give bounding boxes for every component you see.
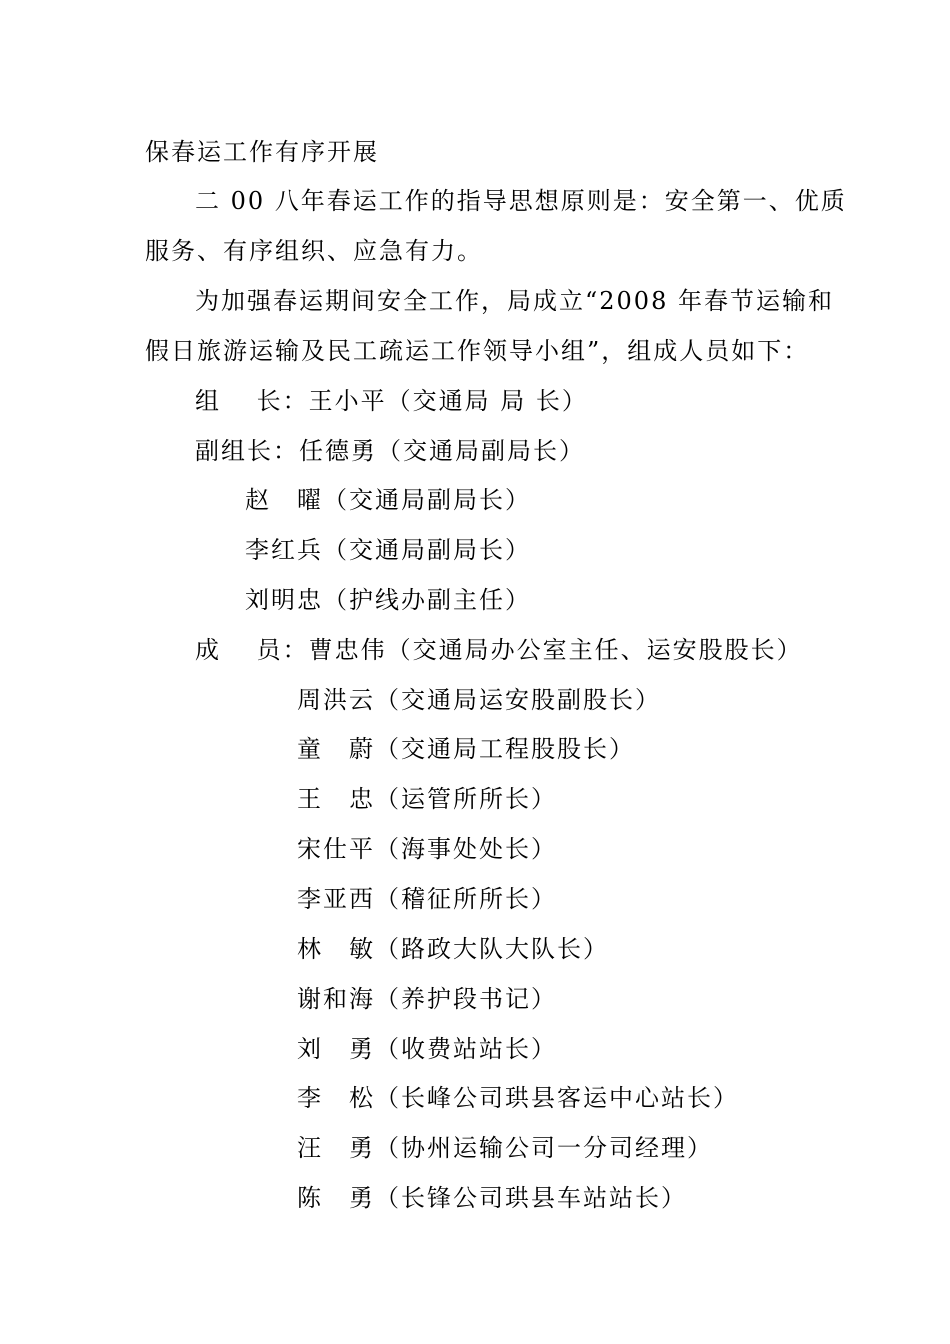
paragraph-line: 假日旅游运输及民工疏运工作领导小组”，组成人员如下： (145, 337, 810, 365)
paragraph-line: 二 00 八年春运工作的指导思想原则是：安全第一、优质 (195, 187, 847, 215)
member-line: 王 忠（运管所所长） (297, 785, 557, 813)
paragraph-line: 服务、有序组织、应急有力。 (145, 237, 483, 265)
deputy-line: 李红兵（交通局副局长） (245, 536, 531, 564)
deputy-line: 刘明忠（护线办副主任） (245, 586, 531, 614)
leader-line: 组 长：王小平（交通局 局 长） (195, 387, 588, 415)
member-line: 宋仕平（海事处处长） (297, 835, 557, 863)
member-line: 李亚西（稽征所所长） (297, 885, 557, 913)
member-line: 林 敏（路政大队大队长） (297, 935, 609, 963)
member-line: 陈 勇（长锋公司珙县车站站长） (297, 1184, 687, 1212)
member-line: 谢和海（养护段书记） (297, 985, 557, 1013)
member-line: 汪 勇（协州运输公司一分司经理） (297, 1134, 713, 1162)
member-line: 李 松（长峰公司珙县客运中心站长） (297, 1084, 739, 1112)
member-line: 童 蔚（交通局工程股股长） (297, 735, 635, 763)
deputy-leader-line: 副组长：任德勇（交通局副局长） (195, 437, 585, 465)
member-line: 周洪云（交通局运安股副股长） (297, 686, 661, 714)
paragraph-line: 保春运工作有序开展 (145, 138, 379, 166)
paragraph-line: 为加强春运期间安全工作，局成立“2008 年春节运输和 (195, 287, 834, 315)
deputy-line: 赵 曜（交通局副局长） (245, 486, 531, 514)
member-line: 刘 勇（收费站站长） (297, 1035, 557, 1063)
members-header-line: 成 员：曹忠伟（交通局办公室主任、运安股股长） (195, 636, 803, 664)
